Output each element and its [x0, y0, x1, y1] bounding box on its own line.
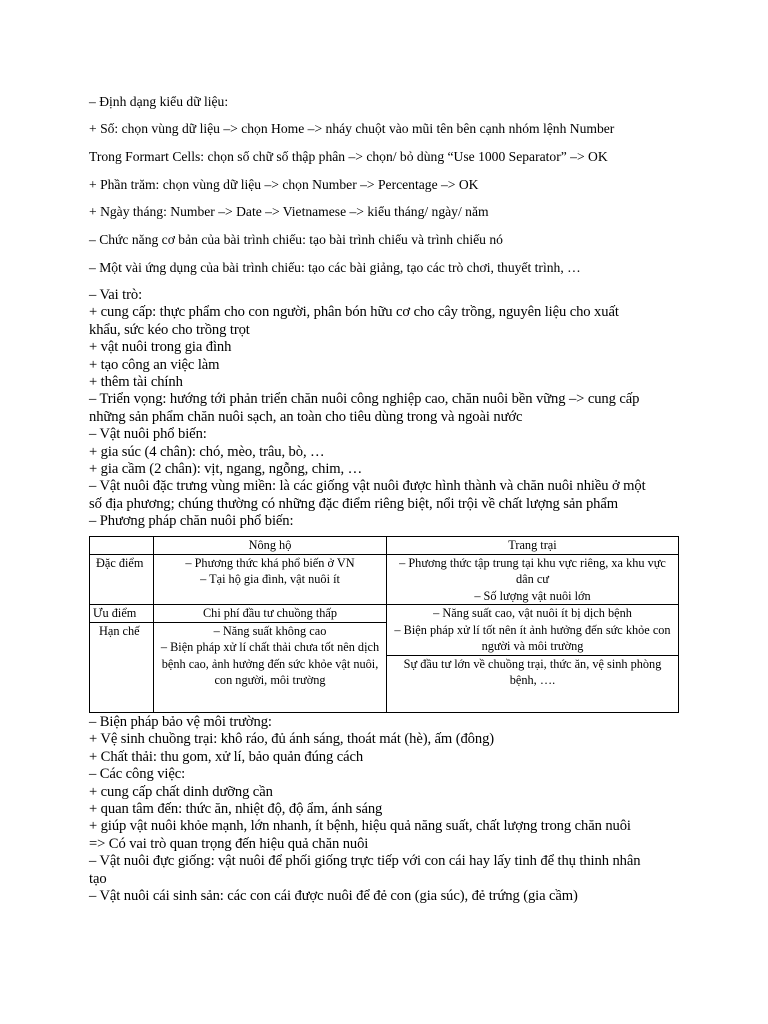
- text-line: + vật nuôi trong gia đình: [89, 339, 232, 356]
- text-line: + gia cầm (2 chân): vịt, ngang, ngỗng, chim, …: [89, 461, 363, 478]
- han-che-trang-trai-cell: Sự đầu tư lớn về chuồng trại, thức ăn, vệ sinh phòng bệnh, ….: [387, 655, 679, 712]
- text-line: khẩu, sức kéo cho trồng trọt: [89, 321, 250, 338]
- cell-line: – Phương thức tập trung tại khu vực riêng, xa khu vực dân cư: [399, 555, 666, 586]
- text-line: – Biện pháp bảo vệ môi trường:: [89, 714, 272, 730]
- livestock-section-two: [89, 714, 681, 905]
- text-line: – Vai trò:: [89, 287, 143, 303]
- text-line: – Vật nuôi đực giống: vật nuôi để phối giống trực tiếp với con cái hay lấy tinh để thụ thinh nhân: [89, 853, 641, 870]
- text-line: – Phương pháp chăn nuôi phổ biến:: [89, 513, 294, 530]
- uu-diem-trang-trai-cell: [387, 605, 679, 656]
- format-cells-line: Trong Formart Cells: chọn số chữ số thập phân –> chọn/ bỏ dùng “Use 1000 Separator” –> OK: [89, 149, 608, 164]
- format-heading: – Định dạng kiểu dữ liệu:: [89, 94, 229, 109]
- presentation-function-line: – Chức năng cơ bản của bài trình chiếu: tạo bài trình chiếu và trình chiếu nó: [89, 232, 503, 247]
- header-nong-ho: Nông hộ: [154, 537, 387, 555]
- text-line: + cung cấp chất dinh dưỡng cần: [89, 783, 273, 800]
- header-trang-trai: Trang trại: [387, 537, 679, 555]
- table-row: [90, 554, 679, 605]
- percentage-line: + Phần trăm: chọn vùng dữ liệu –> chọn Number –> Percentage –> OK: [89, 177, 479, 192]
- table-header-row: [90, 537, 679, 555]
- text-line: – Triển vọng: hướng tới phản triển chăn nuôi công nghiệp cao, chăn nuôi bền vững –> cung cấp: [89, 391, 640, 408]
- text-line: + giúp vật nuôi khỏe mạnh, lớn nhanh, ít bệnh, hiệu quả năng suất, chất lượng trong chăn nuôi: [89, 818, 631, 835]
- han-che-nong-ho-cell: [154, 622, 387, 712]
- cell-line: – Phương thức khá phổ biến ở VN: [185, 555, 355, 570]
- livestock-section-one: [89, 287, 681, 531]
- text-line: – Vật nuôi đặc trưng vùng miền: là các giống vật nuôi được hình thành và chăn nuôi nhiều ở một: [89, 478, 646, 495]
- text-line: + Chất thải: thu gom, xử lí, bảo quản đúng cách: [89, 748, 364, 765]
- text-line: + tạo công an việc làm: [89, 356, 220, 373]
- text-line: => Có vai trò quan trọng đến hiệu quả chăn nuôi: [89, 835, 369, 852]
- dac-diem-nong-ho-cell: [154, 554, 387, 605]
- text-line: + Vệ sinh chuồng trại: khô ráo, đủ ánh sáng, thoát mát (hè), ấm (đông): [89, 731, 495, 748]
- uu-diem-nong-ho-cell: Chi phí đầu tư chuồng thấp: [154, 605, 387, 623]
- text-line: – Vật nuôi phổ biến:: [89, 426, 207, 443]
- cell-line: – Năng suất cao, vật nuôi ít bị dịch bệnh: [433, 606, 632, 620]
- cell-line: – Năng suất không cao: [213, 623, 327, 638]
- header-empty-cell: [90, 537, 154, 555]
- date-format-line: + Ngày tháng: Number –> Date –> Vietnamese –> kiểu tháng/ ngày/ năm: [89, 204, 489, 219]
- text-line: – Vật nuôi cái sinh sản: các con cái được nuôi để đẻ con (gia súc), đẻ trứng (gia cầm): [89, 888, 578, 905]
- text-line: + gia súc (4 chân): chó, mèo, trâu, bò, …: [89, 443, 325, 460]
- table-row: [90, 605, 679, 623]
- text-line: những sản phẩm chăn nuôi sạch, an toàn cho tiêu dùng trong và ngoài nước: [89, 408, 523, 425]
- dac-diem-trang-trai-cell: [387, 554, 679, 605]
- cell-line: – Biện pháp xử lí chất thải chưa tốt nên dịch bệnh cao, ảnh hưởng đến sức khỏe vật nuôi, con người, môi trường: [160, 640, 380, 687]
- text-line: tạo: [89, 870, 107, 887]
- cell-line: – Số lượng vật nuôi lớn: [474, 588, 591, 603]
- text-line: số địa phương; chúng thường có những đặc điểm riêng biệt, nổi trội về chất lượng sản phẩm: [89, 495, 619, 512]
- row-label-han-che: Hạn chế: [90, 622, 154, 712]
- cell-line: – Biện pháp xử lí tốt nên ít ảnh hưởng đến sức khỏe con người và môi trường: [394, 622, 671, 653]
- farming-methods-table: [89, 536, 679, 713]
- number-format-line: + Số: chọn vùng dữ liệu –> chọn Home –> nháy chuột vào mũi tên bên cạnh nhóm lệnh Number: [89, 121, 615, 136]
- text-line: + cung cấp: thực phẩm cho con người, phân bón hữu cơ cho cây trồng, nguyên liệu cho xuất: [89, 304, 619, 321]
- row-label-uu-diem: Ưu điểm: [90, 605, 154, 623]
- row-label-dac-diem: Đặc điểm: [90, 554, 154, 605]
- text-line: + thêm tài chính: [89, 374, 183, 391]
- presentation-usage-line: – Một vài ứng dụng của bài trình chiếu: tạo các bài giảng, tạo các trò chơi, thuyết trình, …: [89, 260, 581, 275]
- text-line: + quan tâm đến: thức ăn, nhiệt độ, độ ẩm, ánh sáng: [89, 801, 383, 818]
- cell-line: – Tại hộ gia đình, vật nuôi ít: [200, 572, 340, 586]
- text-line: – Các công việc:: [89, 766, 186, 783]
